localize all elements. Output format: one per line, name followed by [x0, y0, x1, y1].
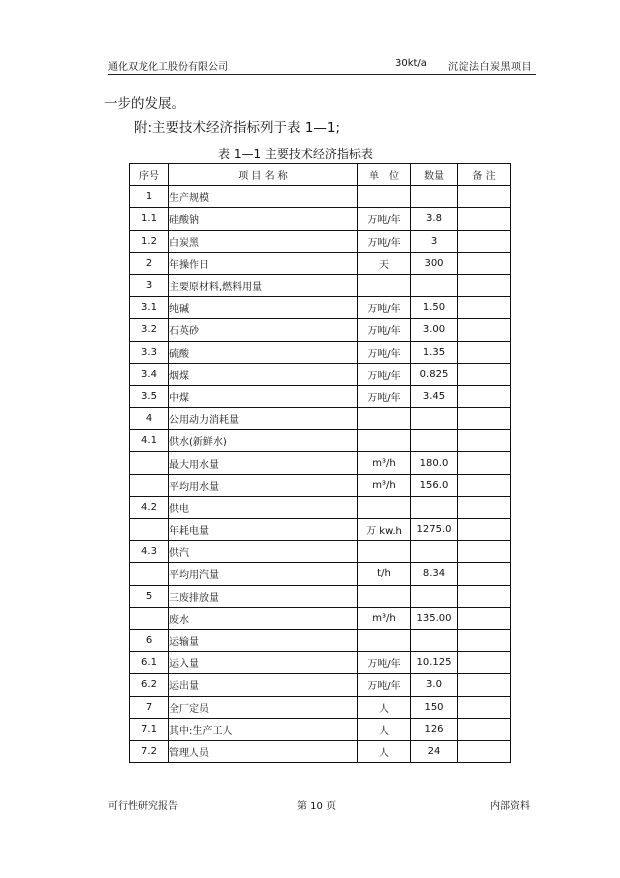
cell-no: 3.3 [130, 341, 169, 363]
cell-note [458, 629, 511, 651]
cell-note [458, 696, 511, 718]
cell-unit: 人 [358, 696, 411, 718]
cell-no [130, 519, 169, 541]
cell-unit [358, 496, 411, 518]
col-header-note: 备 注 [458, 164, 511, 186]
cell-qty: 156.0 [411, 474, 458, 496]
cell-unit: m³/h [358, 607, 411, 629]
cell-no [130, 607, 169, 629]
cell-qty: 1.50 [411, 297, 458, 319]
footer-page-number: 第 10 页 [297, 801, 337, 812]
cell-unit [358, 274, 411, 296]
cell-qty [411, 408, 458, 430]
table-row [130, 541, 511, 563]
body-line-1: 一步的发展。 [104, 96, 185, 112]
cell-unit [358, 408, 411, 430]
cell-unit: 万吨/年 [358, 319, 411, 341]
table-row [130, 252, 511, 274]
cell-qty: 1.35 [411, 341, 458, 363]
cell-name: 白炭黑 [169, 230, 358, 252]
table-row [130, 652, 511, 674]
col-header-name: 项 目 名 称 [169, 164, 358, 186]
cell-unit: 万吨/年 [358, 385, 411, 407]
col-header-no: 序号 [130, 164, 169, 186]
cell-qty: 3.45 [411, 385, 458, 407]
cell-no: 6 [130, 629, 169, 651]
col-header-qty: 数量 [411, 164, 458, 186]
cell-no: 4 [130, 408, 169, 430]
cell-note [458, 563, 511, 585]
cell-note [458, 519, 511, 541]
table-header-row [130, 164, 511, 186]
cell-unit: 人 [358, 740, 411, 762]
cell-note [458, 274, 511, 296]
cell-note [458, 652, 511, 674]
col-header-unit: 单 位 [358, 164, 411, 186]
header-capacity: 30kt/a [395, 58, 427, 69]
cell-qty: 8.34 [411, 563, 458, 585]
cell-unit [358, 186, 411, 208]
cell-unit: 人 [358, 718, 411, 740]
cell-note [458, 452, 511, 474]
cell-name: 运入量 [169, 652, 358, 674]
cell-name: 运输量 [169, 629, 358, 651]
table-row [130, 186, 511, 208]
cell-qty: 135.00 [411, 607, 458, 629]
cell-unit [358, 629, 411, 651]
cell-qty [411, 274, 458, 296]
table-row [130, 563, 511, 585]
cell-qty: 3.8 [411, 208, 458, 230]
cell-name: 石英砂 [169, 319, 358, 341]
table-row [130, 740, 511, 762]
cell-name: 管理人员 [169, 740, 358, 762]
cell-no: 3.5 [130, 385, 169, 407]
cell-qty: 3.0 [411, 674, 458, 696]
cell-no: 3.2 [130, 319, 169, 341]
cell-unit: 万吨/年 [358, 652, 411, 674]
cell-name: 纯碱 [169, 297, 358, 319]
cell-no [130, 452, 169, 474]
cell-qty [411, 629, 458, 651]
cell-name: 硫酸 [169, 341, 358, 363]
cell-note [458, 385, 511, 407]
cell-name: 中煤 [169, 385, 358, 407]
cell-name: 公用动力消耗量 [169, 408, 358, 430]
cell-qty: 180.0 [411, 452, 458, 474]
table-row [130, 230, 511, 252]
cell-qty: 3.00 [411, 319, 458, 341]
cell-qty: 0.825 [411, 363, 458, 385]
cell-no: 4.3 [130, 541, 169, 563]
cell-note [458, 186, 511, 208]
cell-note [458, 430, 511, 452]
cell-qty: 126 [411, 718, 458, 740]
cell-note [458, 252, 511, 274]
cell-no: 5 [130, 585, 169, 607]
cell-qty [411, 496, 458, 518]
table-row [130, 519, 511, 541]
header-company: 通化双龙化工股份有限公司 [108, 62, 228, 73]
cell-note [458, 718, 511, 740]
table-body [130, 186, 511, 763]
cell-no: 4.2 [130, 496, 169, 518]
cell-note [458, 341, 511, 363]
cell-name: 年操作日 [169, 252, 358, 274]
table-row [130, 408, 511, 430]
cell-note [458, 208, 511, 230]
table-row [130, 363, 511, 385]
cell-name: 硅酸钠 [169, 208, 358, 230]
cell-name: 生产规模 [169, 186, 358, 208]
cell-name: 运出量 [169, 674, 358, 696]
cell-name: 供水(新鲜水) [169, 430, 358, 452]
body-line-2: 附:主要技术经济指标列于表 1—1; [134, 120, 341, 136]
cell-note [458, 674, 511, 696]
cell-unit: 万吨/年 [358, 297, 411, 319]
cell-no: 2 [130, 252, 169, 274]
cell-no: 1.1 [130, 208, 169, 230]
table-row [130, 274, 511, 296]
table-row [130, 208, 511, 230]
table-row [130, 430, 511, 452]
cell-note [458, 319, 511, 341]
table-row [130, 674, 511, 696]
cell-note [458, 496, 511, 518]
cell-name: 年耗电量 [169, 519, 358, 541]
table-row [130, 341, 511, 363]
cell-note [458, 297, 511, 319]
table-row [130, 297, 511, 319]
cell-name: 供汽 [169, 541, 358, 563]
table-row [130, 696, 511, 718]
cell-qty: 150 [411, 696, 458, 718]
header-project: 沉淀法白炭黑项目 [448, 62, 532, 73]
cell-no: 6.1 [130, 652, 169, 674]
cell-unit: 万吨/年 [358, 674, 411, 696]
cell-note [458, 585, 511, 607]
cell-no: 3.1 [130, 297, 169, 319]
table-row [130, 474, 511, 496]
cell-note [458, 740, 511, 762]
table-row [130, 585, 511, 607]
cell-no: 7.2 [130, 740, 169, 762]
page-header [108, 58, 536, 75]
cell-name: 供电 [169, 496, 358, 518]
cell-unit: 万吨/年 [358, 341, 411, 363]
table-row [130, 319, 511, 341]
cell-unit [358, 585, 411, 607]
cell-unit [358, 541, 411, 563]
cell-qty [411, 186, 458, 208]
cell-qty [411, 585, 458, 607]
cell-unit: 万 kw.h [358, 519, 411, 541]
table-row [130, 629, 511, 651]
cell-qty: 300 [411, 252, 458, 274]
table-caption: 表 1—1 主要技术经济指标表 [218, 147, 373, 161]
cell-no [130, 563, 169, 585]
cell-unit [358, 430, 411, 452]
cell-note [458, 408, 511, 430]
cell-no: 3 [130, 274, 169, 296]
footer-report-title: 可行性研究报告 [108, 801, 178, 812]
cell-unit: m³/h [358, 452, 411, 474]
cell-name: 全厂定员 [169, 696, 358, 718]
cell-no: 7.1 [130, 718, 169, 740]
cell-note [458, 363, 511, 385]
cell-unit: 万吨/年 [358, 208, 411, 230]
cell-no: 6.2 [130, 674, 169, 696]
cell-qty [411, 430, 458, 452]
cell-no: 4.1 [130, 430, 169, 452]
cell-unit: 万吨/年 [358, 363, 411, 385]
cell-name: 平均用汽量 [169, 563, 358, 585]
table-row [130, 496, 511, 518]
cell-note [458, 541, 511, 563]
cell-no: 7 [130, 696, 169, 718]
cell-note [458, 474, 511, 496]
cell-note [458, 230, 511, 252]
cell-qty: 24 [411, 740, 458, 762]
cell-qty [411, 541, 458, 563]
footer-classification: 内部资料 [490, 801, 530, 812]
cell-unit: 万吨/年 [358, 230, 411, 252]
cell-no [130, 474, 169, 496]
table-row [130, 607, 511, 629]
cell-qty: 3 [411, 230, 458, 252]
table-row [130, 718, 511, 740]
cell-note [458, 607, 511, 629]
indicators-table [129, 163, 511, 763]
cell-name: 烟煤 [169, 363, 358, 385]
cell-qty: 10.125 [411, 652, 458, 674]
cell-name: 三废排放量 [169, 585, 358, 607]
cell-qty: 1275.0 [411, 519, 458, 541]
cell-no: 1 [130, 186, 169, 208]
cell-no: 1.2 [130, 230, 169, 252]
cell-name: 平均用水量 [169, 474, 358, 496]
table-row [130, 452, 511, 474]
cell-unit: m³/h [358, 474, 411, 496]
cell-name: 最大用水量 [169, 452, 358, 474]
cell-name: 主要原材料,燃料用量 [169, 274, 358, 296]
cell-no: 3.4 [130, 363, 169, 385]
cell-name: 废水 [169, 607, 358, 629]
cell-unit: t/h [358, 563, 411, 585]
cell-name: 其中:生产工人 [169, 718, 358, 740]
table-row [130, 385, 511, 407]
cell-unit: 天 [358, 252, 411, 274]
